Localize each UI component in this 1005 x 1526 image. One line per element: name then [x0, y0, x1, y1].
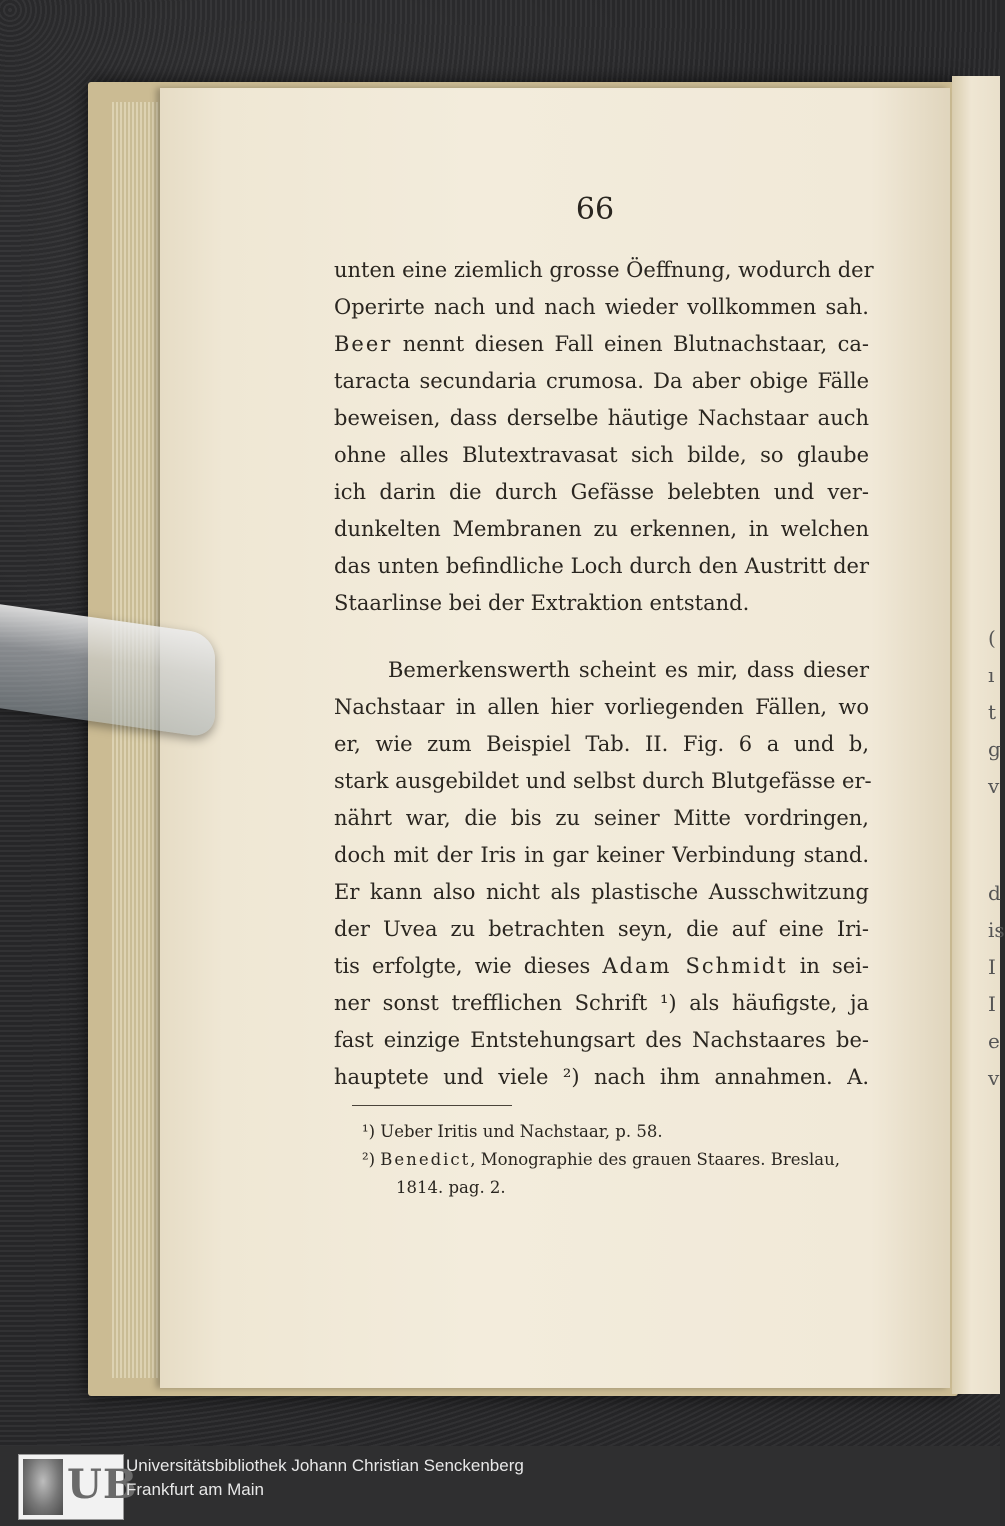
page-number: 66 [575, 192, 615, 227]
facing-page-letter: g [988, 737, 1001, 761]
text-line: dunkelten Membranen zu erkennen, in welchen [334, 517, 869, 541]
library-name: Universitätsbibliothek Johann Christian Senckenberg [126, 1456, 524, 1475]
author-name: Benedict [380, 1150, 471, 1169]
facing-page-letter: I [988, 955, 996, 979]
text-line [334, 948, 869, 985]
text-line: fast einzige Entstehungsart des Nachstaares be- [334, 1028, 869, 1052]
footnote-1: ¹) Ueber Iritis und Nachstaar, p. 58. [362, 1122, 663, 1141]
facing-page-letter: ( [988, 626, 996, 650]
facing-page-letter: ı [988, 663, 995, 687]
text-line: ich darin die durch Gefässe belebten und ver- [334, 480, 869, 504]
text-span: ²) [362, 1150, 381, 1169]
logo-text: UB [67, 1461, 138, 1508]
author-name: Beer [334, 332, 393, 356]
text-line: das unten befindliche Loch durch den Austritt der [334, 554, 869, 578]
footnote-2-continued: 1814. pag. 2. [396, 1178, 506, 1197]
facing-page-letters [988, 620, 1005, 1097]
body-text [334, 252, 874, 1096]
text-line: taracta secundaria crumosa. Da aber obige Fälle [334, 369, 869, 393]
text-line: unten eine ziemlich grosse Öeffnung, wodurch der [334, 258, 874, 282]
text-line: er, wie zum Beispiel Tab. II. Fig. 6 a und b, [334, 732, 869, 756]
text-line: Operirte nach und nach wieder vollkommen sah. [334, 295, 869, 319]
text-span: tis erfolgte, wie dieses [334, 954, 603, 978]
text-line: Bemerkenswerth scheint es mir, dass dieser [388, 658, 869, 682]
text-span: nennt diesen Fall einen Blutnachstaar, ca- [392, 332, 869, 356]
paragraph-gap [334, 622, 869, 652]
text-line [334, 326, 869, 363]
text-line: Er kann also nicht als plastische Ausschwitzung [334, 880, 869, 904]
text-line: Staarlinse bei der Extraktion entstand. [334, 591, 750, 615]
text-line: Nachstaar in allen hier vorliegenden Fällen, wo [334, 695, 869, 719]
text-line: ner sonst trefflichen Schrift ¹) als häufigste, ja [334, 991, 869, 1015]
text-span: , Monographie des grauen Staares. Breslau, [470, 1150, 840, 1169]
library-city: Frankfurt am Main [126, 1480, 264, 1499]
text-line: ohne alles Blutextravasat sich bilde, so glaube [334, 443, 869, 467]
author-name: Adam Schmidt [602, 954, 788, 978]
facing-page-letter: e [988, 1029, 1000, 1053]
text-span: in sei- [787, 954, 870, 978]
facing-page-letter: I [988, 992, 996, 1016]
text-line: der Uvea zu betrachten seyn, die auf eine Iri- [334, 917, 869, 941]
facing-page-letter: v [988, 774, 1000, 798]
text-line: stark ausgebildet und selbst durch Blutgefässe er- [334, 769, 872, 793]
text-line: beweisen, dass derselbe häutige Nachstaar auch [334, 406, 869, 430]
facing-page-letter: is [988, 918, 1005, 942]
footnote-rule [352, 1105, 512, 1106]
portrait-icon [23, 1459, 63, 1515]
text-line: doch mit der Iris in gar keiner Verbindung stand. [334, 843, 869, 867]
library-logo [18, 1454, 138, 1520]
facing-page-letter: t [988, 700, 997, 724]
library-banner [0, 1446, 1000, 1526]
facing-page-letter: d [988, 881, 1001, 905]
text-line: nährt war, die bis zu seiner Mitte vordringen, [334, 806, 869, 830]
footnote-2 [362, 1146, 882, 1174]
footnotes [362, 1118, 882, 1202]
facing-page-letter: v [988, 1066, 1000, 1090]
text-line: hauptete und viele ²) nach ihm annahmen. A. [334, 1065, 869, 1089]
